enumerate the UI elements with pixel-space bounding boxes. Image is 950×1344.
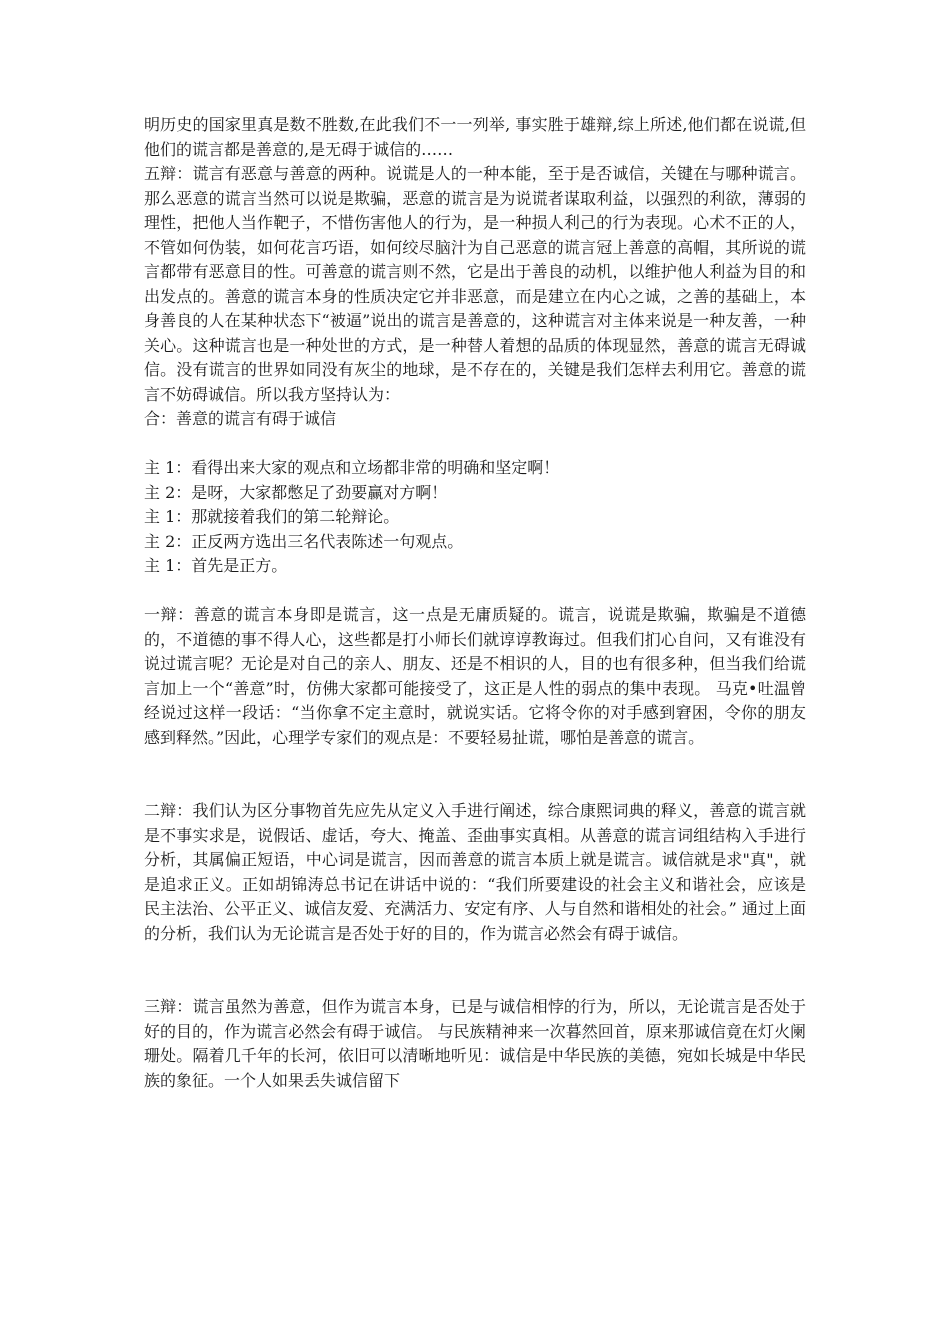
host-line: 主 1：那就接着我们的第二轮辩论。 xyxy=(144,507,400,526)
spacer xyxy=(144,432,806,457)
host-line: 主 2：是呀，大家都憋足了劲要赢对方啊！ xyxy=(144,482,448,502)
first-debater-paragraph: 一辩：善意的谎言本身即是谎言，这一点是无庸质疑的。谎言，说谎是欺骗，欺骗是不道德的，不道德的事不得人心，这些都是打小师长们就谆谆教诲过。但我们扪心自问，又有谁没有说过谎言呢？无论是对自己的亲人、朋友、还是不相识的人，目的也有很多种，但当我们给谎言加上一个“善意”时，仿佛大家都可能接受了，这正是人性的弱点的集中表现。 马克•吐温曾经说过这样一段话：“当你拿不定主意时，就说实话。它将令你的对手感到窘困，令你的朋友感到释然。”因此，心理学专家们的观点是：不要轻易扯谎，哪怕是善意的谎言。 xyxy=(144,605,806,747)
document-page xyxy=(144,113,806,1093)
fifth-debater-paragraph: 五辩：谎言有恶意与善意的两种。说谎是人的一种本能，至于是否诚信，关键在与哪种谎言。那么恶意的谎言当然可以说是欺骗，恶意的谎言是为说谎者谋取利益，以强烈的利欲，薄弱的理性，把他人当作靶子，不惜伤害他人的行为，是一种损人利己的行为表现。心术不正的人，不管如何伪装，如何花言巧语，如何绞尽脑汁为自己恶意的谎言冠上善意的高帽，其所说的谎言都带有恶意目的性。可善意的谎言则不然，它是出于善良的动机，以维护他人利益为目的和出发点的。善意的谎言本身的性质决定它并非恶意，而是建立在内心之诚，之善的基础上，本身善良的人在某种状态下“被逼”说出的谎言是善意的，这种谎言对主体来说是一种友善，一种关心。这种谎言也是一种处世的方式，是一种替人着想的品质的体现显然，善意的谎言无碍诚信。没有谎言的世界如同没有灰尘的地球，是不存在的，关键是我们怎样去利用它。善意的谎言不妨碍诚信。所以我方坚持认为： xyxy=(144,164,806,404)
fifth-debater-conclusion: 合：善意的谎言有碍于诚信 xyxy=(144,409,337,428)
spacer xyxy=(144,750,806,799)
spacer xyxy=(144,946,806,995)
third-debater-paragraph: 三辩：谎言虽然为善意，但作为谎言本身，已是与诚信相悖的行为，所以，无论谎言是否处于好的目的，作为谎言必然会有碍于诚信。 与民族精神来一次暮然回首，原来那诚信竟在灯火阑珊处。隔着几千年的长河，依旧可以清晰地听见：诚信是中华民族的美德，宛如长城是中华民族的象征。一个人如果丢失诚信留下 xyxy=(144,997,806,1090)
second-debater-paragraph: 二辩：我们认为区分事物首先应先从定义入手进行阐述，综合康熙词典的释义，善意的谎言就是不事实求是，说假话、虚话，夸大、掩盖、歪曲事实真相。从善意的谎言词组结构入手进行分析，其属偏正短语，中心词是谎言，因而善意的谎言本质上就是谎言。诚信就是求"真"，就是追求正义。正如胡锦涛总书记在讲话中说的：“我们所要建设的社会主义和谐社会，应该是民主法治、公平正义、诚信友爱、充满活力、安定有序、人与自然和谐相处的社会。” 通过上面的分析，我们认为无论谎言是否处于好的目的，作为谎言必然会有碍于诚信。 xyxy=(144,801,806,943)
host-line: 主 2：正反两方选出三名代表陈述一句观点。 xyxy=(144,531,464,551)
spacer xyxy=(144,579,806,604)
host-line: 主 1：看得出来大家的观点和立场都非常的明确和坚定啊！ xyxy=(144,458,560,477)
intro-paragraph: 明历史的国家里真是数不胜数,在此我们不一一列举, 事实胜于雄辩,综上所述,他们都在说谎,但他们的谎言都是善意的,是无碍于诚信的…… xyxy=(144,115,806,159)
host-line: 主 1：首先是正方。 xyxy=(144,556,288,575)
